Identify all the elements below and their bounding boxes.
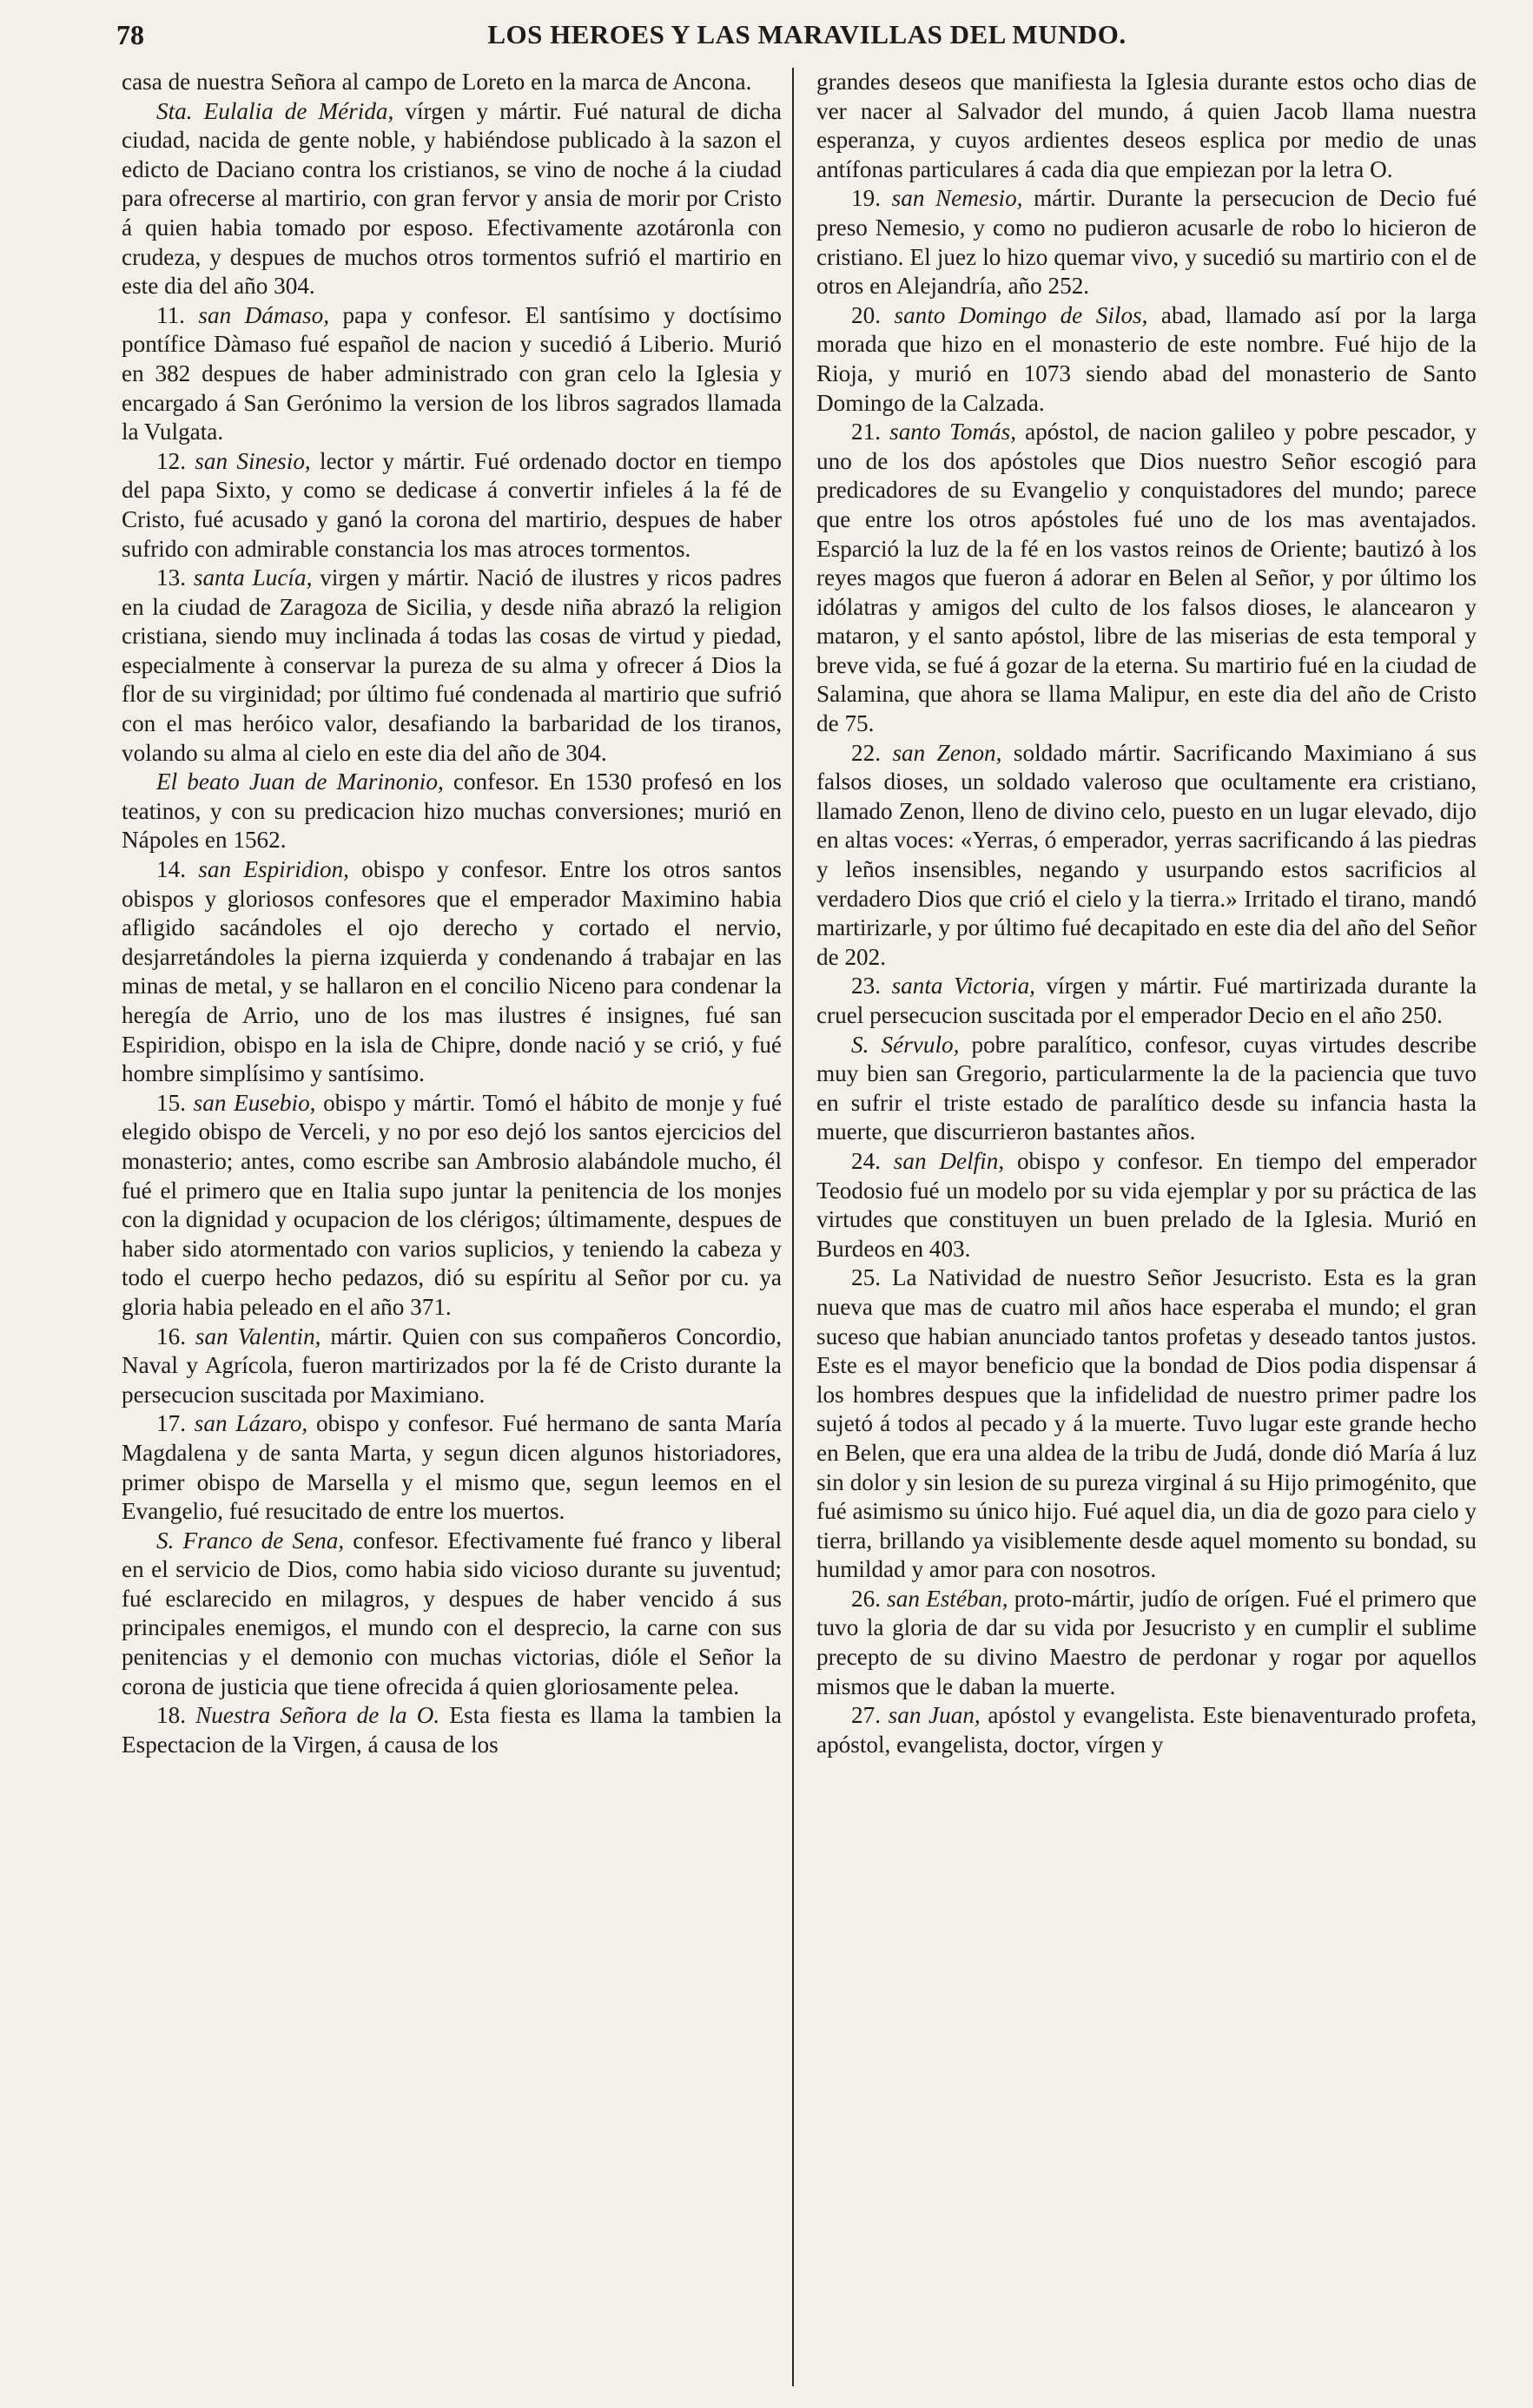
saint-name: san Espiridion, <box>198 856 349 883</box>
entry-text: confesor. En 1530 profesó en los teatinos, y con su predicacion hizo muchas conversiones; murió en Nápoles en 1562. <box>122 769 782 854</box>
day-number: 16. <box>156 1323 195 1349</box>
saint-name: S. Sérvulo, <box>851 1031 960 1058</box>
saint-name: Sta. Eulalia de Mérida, <box>156 97 394 124</box>
entry-paragraph <box>816 1147 1477 1263</box>
entry-paragraph <box>122 1527 782 1702</box>
saint-name: san Juan, <box>888 1702 981 1729</box>
entry-text: pobre paralítico, confesor, cuyas virtudes describe muy bien san Gregorio, particularmente la de la paciencia que tuvo en sufrir el triste estado de paralítico desde su infancia hasta la muerte, que discurrieron bastantes años. <box>816 1031 1477 1145</box>
entry-paragraph <box>122 564 782 768</box>
entry-text: Esta fiesta es llama la tambien la Espectacion de la Virgen, á causa de los <box>122 1702 782 1758</box>
left-column <box>122 68 782 1759</box>
entry-paragraph <box>122 97 782 301</box>
entry-paragraph <box>816 1701 1477 1759</box>
entry-text: obispo y confesor. Fué hermano de santa María Magdalena y de santa Marta, y segun dicen algunos historiadores, primer obispo de Marsella y el mismo que, segun leemos en el Evangelio, fué resucitado de entre los muertos. <box>122 1410 783 1525</box>
entry-paragraph <box>122 1323 782 1410</box>
day-number: 26. <box>851 1585 888 1612</box>
column-divider <box>792 68 794 2386</box>
day-number: 12. <box>156 447 195 474</box>
entry-text: proto-mártir, judío de orígen. Fué el primero que tuvo la gloria de dar su vida por Jesucristo y en cumplir el sublime precepto de su divino Maestro de perdonar y rogar por aquellos mismos que le daban la muerte. <box>816 1585 1477 1699</box>
day-number: 15. <box>156 1089 194 1116</box>
saint-name: santo Tomás, <box>889 419 1017 445</box>
saint-name: san Nemesio, <box>891 185 1023 212</box>
entry-paragraph <box>816 1031 1477 1147</box>
day-number: 14. <box>156 856 199 883</box>
saint-name: san Dámaso, <box>198 301 330 328</box>
saint-name: S. Franco de Sena, <box>156 1527 345 1554</box>
entry-text: grandes deseos que manifiesta la Iglesia durante estos ocho dias de ver nacer al Salvador del mundo, á quien Jacob llama nuestra esperanza, y cuyos ardientes deseos esplica por medio de unas antífonas particulares á cada dia que empiezan por la letra O. <box>816 69 1477 182</box>
saint-name: san Lázaro, <box>194 1410 308 1437</box>
entry-text: obispo y confesor. En tiempo del emperador Teodosio fué un modelo por su vida ejemplar y por su práctica de las virtudes que constituyen un buen prelado de la Iglesia. Murió en Burdeos en 403. <box>816 1147 1477 1262</box>
entry-text: confesor. Efectivamente fué franco y liberal en el servicio de Dios, como habia sido vicioso durante su juventud; fué esclarecido en milagros, y despues de haber vencido á sus principales enemigos, el mundo con el desprecio, la carne con sus penitencias y el demonio con muchas victorias, dióle el Señor la corona de justicia que tiene ofrecida á quien gloriosamente pelea. <box>122 1527 783 1699</box>
saint-name: san Estéban, <box>887 1585 1008 1612</box>
entry-paragraph <box>816 184 1477 300</box>
right-column <box>816 68 1477 1759</box>
saint-name: santa Lucía, <box>193 564 313 591</box>
day-number: 25. <box>851 1264 892 1291</box>
entry-paragraph <box>816 68 1477 184</box>
day-number: 21. <box>851 419 890 445</box>
entry-paragraph <box>816 418 1477 739</box>
day-number: 20. <box>851 301 895 328</box>
page-header <box>116 19 1497 63</box>
day-number: 11. <box>156 301 199 328</box>
entry-text: virgen y mártir. Nació de ilustres y ricos padres en la ciudad de Zaragoza de Sicilia, y desde niña abrazó la religion cristiana, siendo muy inclinada á todas las cosas de virtud y piedad, especialmente à conservar la pureza de su alma y ofrecer á Dios la flor de su virginidad; por último fué condenada al martirio que sufrió con el mas heróico valor, desafiando la barbaridad de los tiranos, volando su alma al cielo en este dia del año de 304. <box>122 564 783 766</box>
saint-name: san Delfin, <box>893 1147 1005 1174</box>
entry-text: La Natividad de nuestro Señor Jesucristo. Esta es la gran nueva que mas de cuatro mil años hace esperaba el mundo; el gran suceso que habian anunciado tantos profetas y deseado tantos justos. Este es el mayor beneficio que la bondad de Dios podia dispensar á los hombres despues que la infidelidad de nuestro primer padre los sujetó á todos al pecado y á la muerte. Tuvo lugar este grande hecho en Belen, que era una aldea de la tribu de Judá, donde dió María á luz sin dolor y sin lesion de su pureza virginal á su Hijo primogénito, que fué asimismo su único hijo. Fué aquel dia, un dia de gozo para cielo y tierra, brillando ya visiblemente desde aquel momento su bondad, su humildad y amor para con nosotros. <box>816 1264 1477 1583</box>
entry-paragraph <box>122 855 782 1089</box>
day-number: 22. <box>851 739 893 766</box>
day-number: 17. <box>156 1410 195 1437</box>
day-number: 24. <box>851 1147 894 1174</box>
entry-text: apóstol, de nacion galileo y pobre pescador, y uno de los dos apóstoles que Dios nuestro Señor escogió para predicadores de su Evangelio y conquistadores del mundo; parece que entre los otros apóstoles fué uno de los mas aventajados. Esparció la luz de la fé en los vastos reinos de Oriente; bautizó à los reyes magos que fueron á adorar en Belen al Señor, y por último los idólatras y amigos del culto de los falsos dioses, le alancearon y mataron, y el santo apóstol, libre de las miserias de esta temporal y breve vida, se fué á gozar de la eterna. Su martirio fué en la ciudad de Salamina, que ahora se llama Malipur, en este dia del año de Cristo de 75. <box>816 419 1477 737</box>
entry-text: mártir. Quien con sus compañeros Concordio, Naval y Agrícola, fueron martirizados por la fé de Cristo durante la persecucion suscitada por Maximiano. <box>122 1323 783 1408</box>
entry-paragraph <box>122 68 782 97</box>
entry-paragraph <box>816 739 1477 973</box>
entry-paragraph <box>816 301 1477 418</box>
saint-name: santo Domingo de Silos, <box>894 301 1148 328</box>
entry-paragraph <box>122 447 782 564</box>
running-title: LOS HEROES Y LAS MARAVILLAS DEL MUNDO. <box>487 19 1127 49</box>
entry-paragraph <box>122 768 782 855</box>
saint-name: Nuestra Señora de la O. <box>195 1702 440 1729</box>
entry-text: abad, llamado así por la larga morada que hizo en el monasterio de este nombre. Fué hijo de la Rioja, y murió en 1073 siendo abad del monasterio de Santo Domingo de la Calzada. <box>816 301 1477 416</box>
entry-paragraph <box>816 972 1477 1030</box>
entry-paragraph <box>122 1409 782 1526</box>
saint-name: san Eusebio, <box>193 1089 316 1116</box>
entry-text: casa de nuestra Señora al campo de Loreto en la marca de Ancona. <box>122 69 752 95</box>
entry-paragraph <box>816 1585 1477 1701</box>
entry-paragraph <box>122 1701 782 1759</box>
entry-text: vírgen y mártir. Fué natural de dicha ciudad, nacida de gente noble, y habiéndose publicado à la sazon el edicto de Daciano contra los cristianos, se vino de noche á la ciudad para ofrecerse al martirio, con gran fervor y ansia de morir por Cristo á quien habia tomado por esposo. Efectivamente azotáronla con crudeza, y despues de muchos otros tormentos sufrió el martirio en este dia del año 304. <box>122 97 782 300</box>
saint-name: El beato Juan de Marinonio, <box>156 769 444 795</box>
entry-text: papa y confesor. El santísimo y doctísimo pontífice Dàmaso fué español de nacion y sucedió á Liberio. Murió en 382 despues de haber administrado con gran celo la Iglesia y encargado á San Gerónimo la version de los libros sagrados llamada la Vulgata. <box>122 301 783 445</box>
entry-text: apóstol y evangelista. Este bienaventurado profeta, apóstol, evangelista, doctor, vírgen y <box>816 1702 1477 1758</box>
entry-paragraph <box>816 1263 1477 1585</box>
entry-text: vírgen y mártir. Fué martirizada durante la cruel persecucion suscitada por el emperador Decio en el año 250. <box>816 973 1477 1028</box>
page-number: 78 <box>116 19 144 50</box>
day-number: 18. <box>156 1702 196 1729</box>
entry-paragraph <box>122 1089 782 1323</box>
day-number: 19. <box>851 185 892 212</box>
day-number: 13. <box>156 564 194 591</box>
entry-text: mártir. Durante la persecucion de Decio fué preso Nemesio, y como no pudieron acusarle de robo lo hicieron de cristiano. El juez lo hizo quemar vivo, y sucedió su martirio con el de otros en Alejandría, año 252. <box>816 185 1477 300</box>
entry-text: soldado mártir. Sacrificando Maximiano á sus falsos dioses, un soldado valeroso que ocultamente era cristiano, llamado Zenon, lleno de divino celo, puesto en un lugar elevado, dijo en altas voces: «Yerras, ó emperador, yerras sacrificando á las piedras y leños insensibles, negando y usurpando estos sacrificios al verdadero Dios que crió el cielo y la tierra.» Irritado el tirano, mandó martirizarle, y por último fué decapitado en este dia del año del Señor de 202. <box>816 739 1477 970</box>
saint-name: san Sinesio, <box>195 447 311 474</box>
entry-text: obispo y mártir. Tomó el hábito de monje y fué elegido obispo de Verceli, y no por eso dejó los santos ejercicios del monasterio; antes, como escribe san Ambrosio alabándole mucho, él fué el primero que en Italia supo juntar la penitencia de los monjes con la dignidad y ocupacion de los clérigos; últimamente, despues de haber sido atormentado con varios suplicios, y teniendo la cabeza y todo el cuerpo hecho pedazos, dió su espíritu al Señor por cu. ya gloria habia peleado en el año 371. <box>122 1089 783 1320</box>
saint-name: santa Victoria, <box>891 973 1035 999</box>
entry-text: obispo y confesor. Entre los otros santos obispos y gloriosos confesores que el emperador Maximino habia afligido sacándoles el ojo derecho y cortado el nervio, desjarretándoles la pierna izquierda y condenando á trabajar en las minas de metal, y se hallaron en el concilio Niceno para condenar la heregía de Arrio, uno de los mas ilustres é insignes, fué san Espiridion, obispo en la isla de Chipre, donde nació y se crió, y fué hombre simplísimo y santísimo. <box>122 856 783 1087</box>
day-number: 23. <box>851 973 892 999</box>
saint-name: san Valentin, <box>195 1323 321 1349</box>
day-number: 27. <box>851 1702 889 1729</box>
entry-text: lector y mártir. Fué ordenado doctor en tiempo del papa Sixto, y como se dedicase á convertir infieles á la fé de Cristo, fué acusado y ganó la corona del martirio, despues de haber sufrido con admirable constancia los mas atroces tormentos. <box>122 447 782 562</box>
saint-name: san Zenon, <box>892 739 1002 766</box>
entry-paragraph <box>122 301 782 447</box>
